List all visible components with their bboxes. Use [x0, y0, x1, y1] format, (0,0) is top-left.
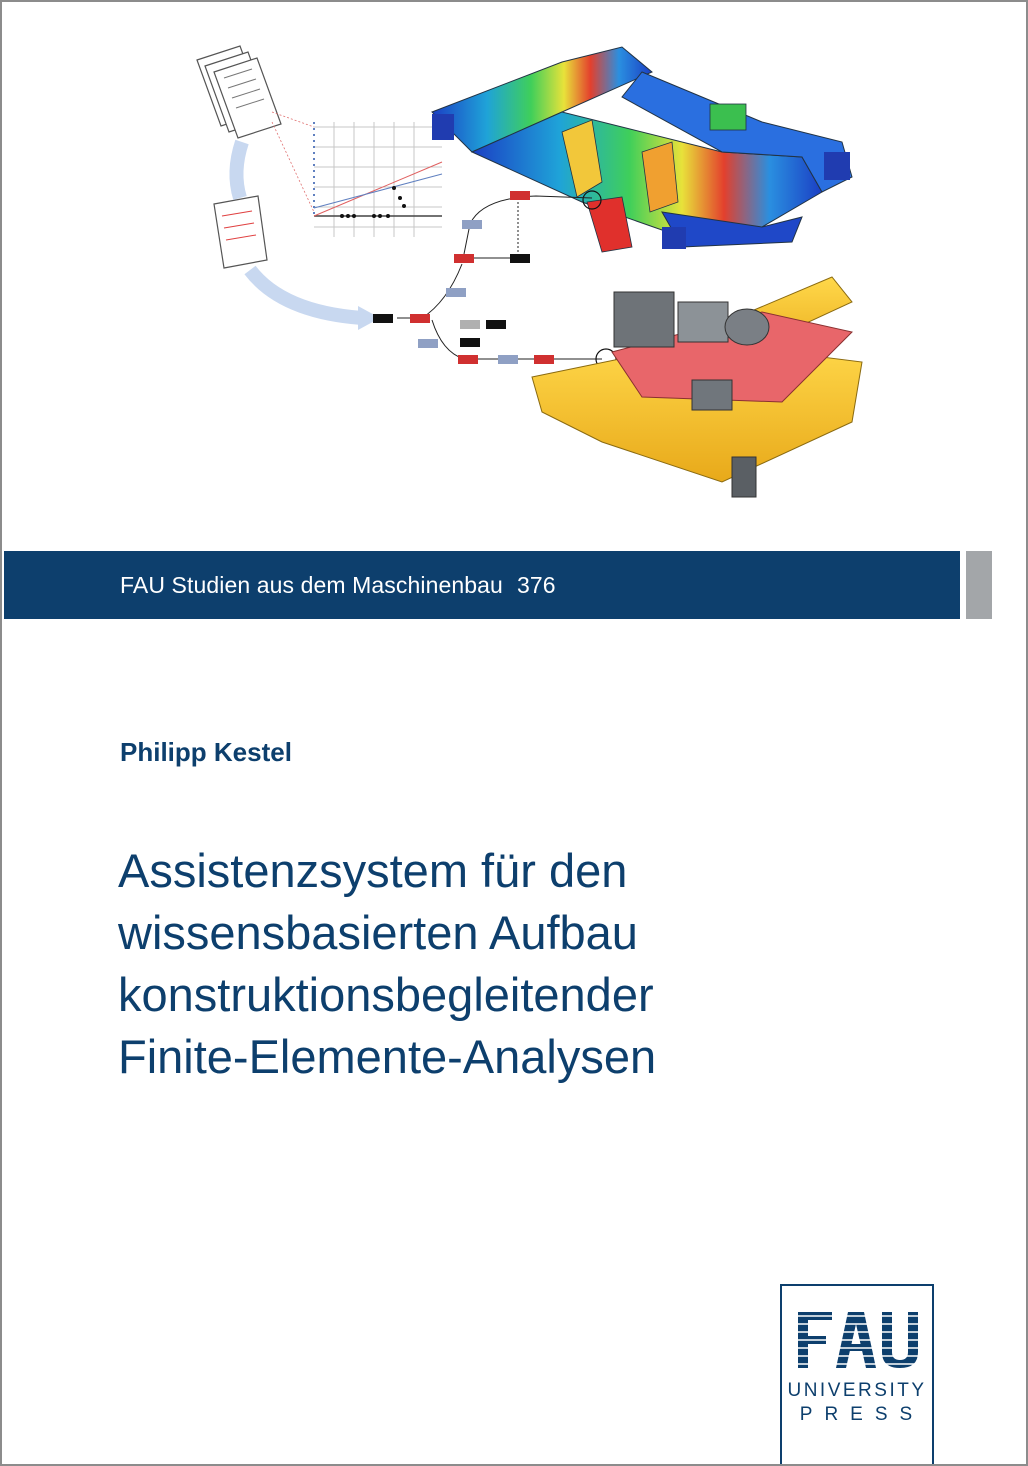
document-stack-icon — [197, 46, 281, 138]
book-title — [118, 840, 938, 1088]
cover-illustration — [2, 2, 1028, 542]
fe-model-bogie-frame — [432, 47, 852, 252]
process-graph — [373, 191, 602, 364]
series-tab — [966, 551, 992, 619]
publisher-logo — [780, 1284, 934, 1466]
series-number: 376 — [516, 571, 556, 598]
title-line: Finite-Elemente-Analysen — [118, 1030, 657, 1083]
series-band — [4, 551, 960, 619]
title-line: konstruktionsbegleitender — [118, 968, 654, 1021]
series-name: FAU Studien aus dem Maschinenbau — [120, 571, 503, 598]
crane-trolley-model — [532, 277, 862, 497]
fau-logo-icon — [798, 1312, 920, 1368]
author-name: Philipp Kestel — [120, 737, 292, 767]
publisher-line-press: PRESS — [799, 1404, 925, 1425]
publisher-line-university: UNIVERSITY — [787, 1380, 927, 1401]
document-icon — [214, 196, 267, 268]
title-line: Assistenzsystem für den — [118, 844, 628, 897]
title-line: wissensbasierten Aufbau — [118, 906, 638, 959]
